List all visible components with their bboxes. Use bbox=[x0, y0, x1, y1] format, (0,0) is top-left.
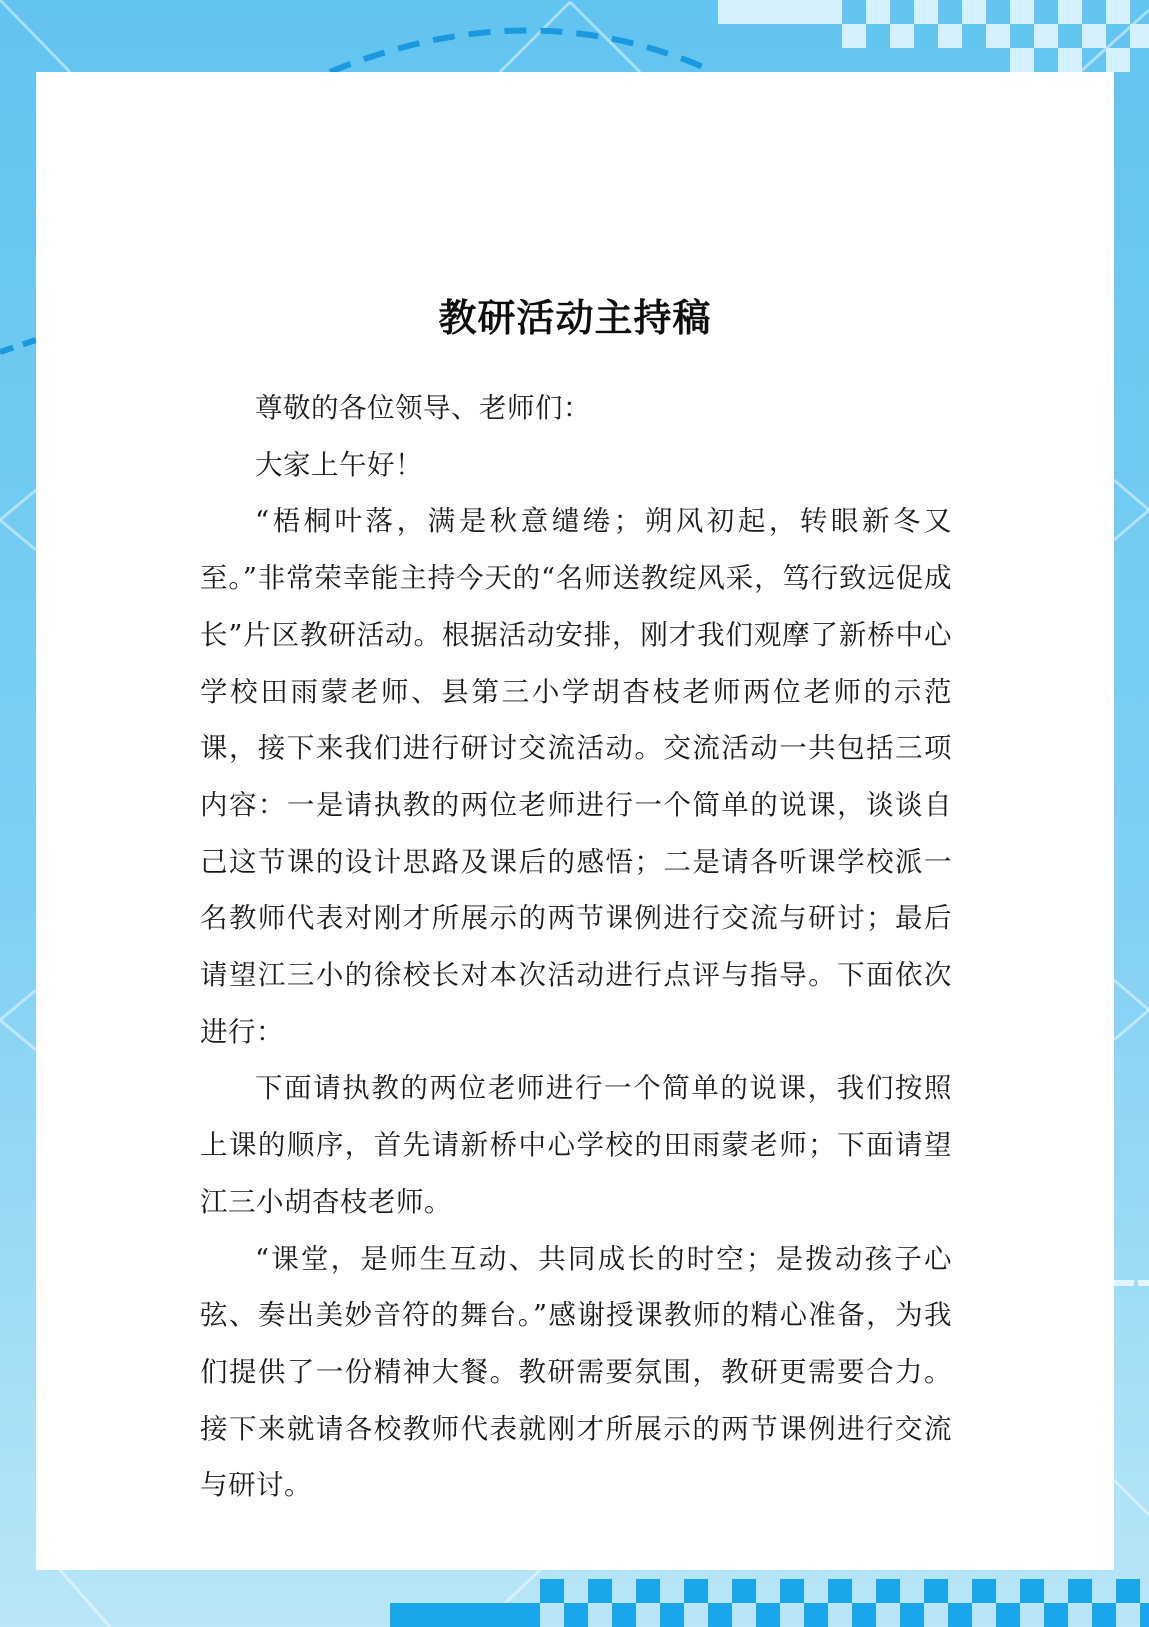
document-body bbox=[200, 380, 952, 1514]
document-title: 教研活动主持稿 bbox=[438, 296, 712, 340]
paragraph-greeting: 大家上午好！ bbox=[255, 448, 423, 481]
paragraph-opening: “梧桐叶落，满是秋意缱绻；朔风初起，转眼新冬又至。”非常荣幸能主持今天的“名师送教绽风采，笃行致远促成长”片区教研活动。根据活动安排，刚才我们观摩了新桥中心学校田雨蒙老师、县第三小学胡杳枝老师两位老师的示范课，接下来我们进行研讨交流活动。交流活动一共包括三项内容：一是请执教的两位老师进行一个简单的说课，谈谈自己这节课的设计思路及课后的感悟；二是请各听课学校派一名教师代表对刚才所展示的两节课例进行交流与研讨；最后请望江三小的徐校长对本次活动进行点评与指导。下面依次进行： bbox=[200, 505, 952, 1048]
document-page bbox=[36, 72, 1114, 1570]
paragraph-salutation: 尊敬的各位领导、老师们： bbox=[255, 392, 591, 424]
paragraph-lesson-talk: 下面请执教的两位老师进行一个简单的说课，我们按照上课的顺序，首先请新桥中心学校的田雨蒙老师；下面请望江三小胡杳枝老师。 bbox=[200, 1072, 952, 1218]
paragraph-discussion: “课堂，是师生互动、共同成长的时空；是拨动孩子心弦、奏出美妙音符的舞台。”感谢授课教师的精心准备，为我们提供了一份精神大餐。教研需要氛围，教研更需要合力。接下来就请各校教师代表就刚才所展示的两节课例进行交流与研讨。 bbox=[200, 1242, 952, 1502]
